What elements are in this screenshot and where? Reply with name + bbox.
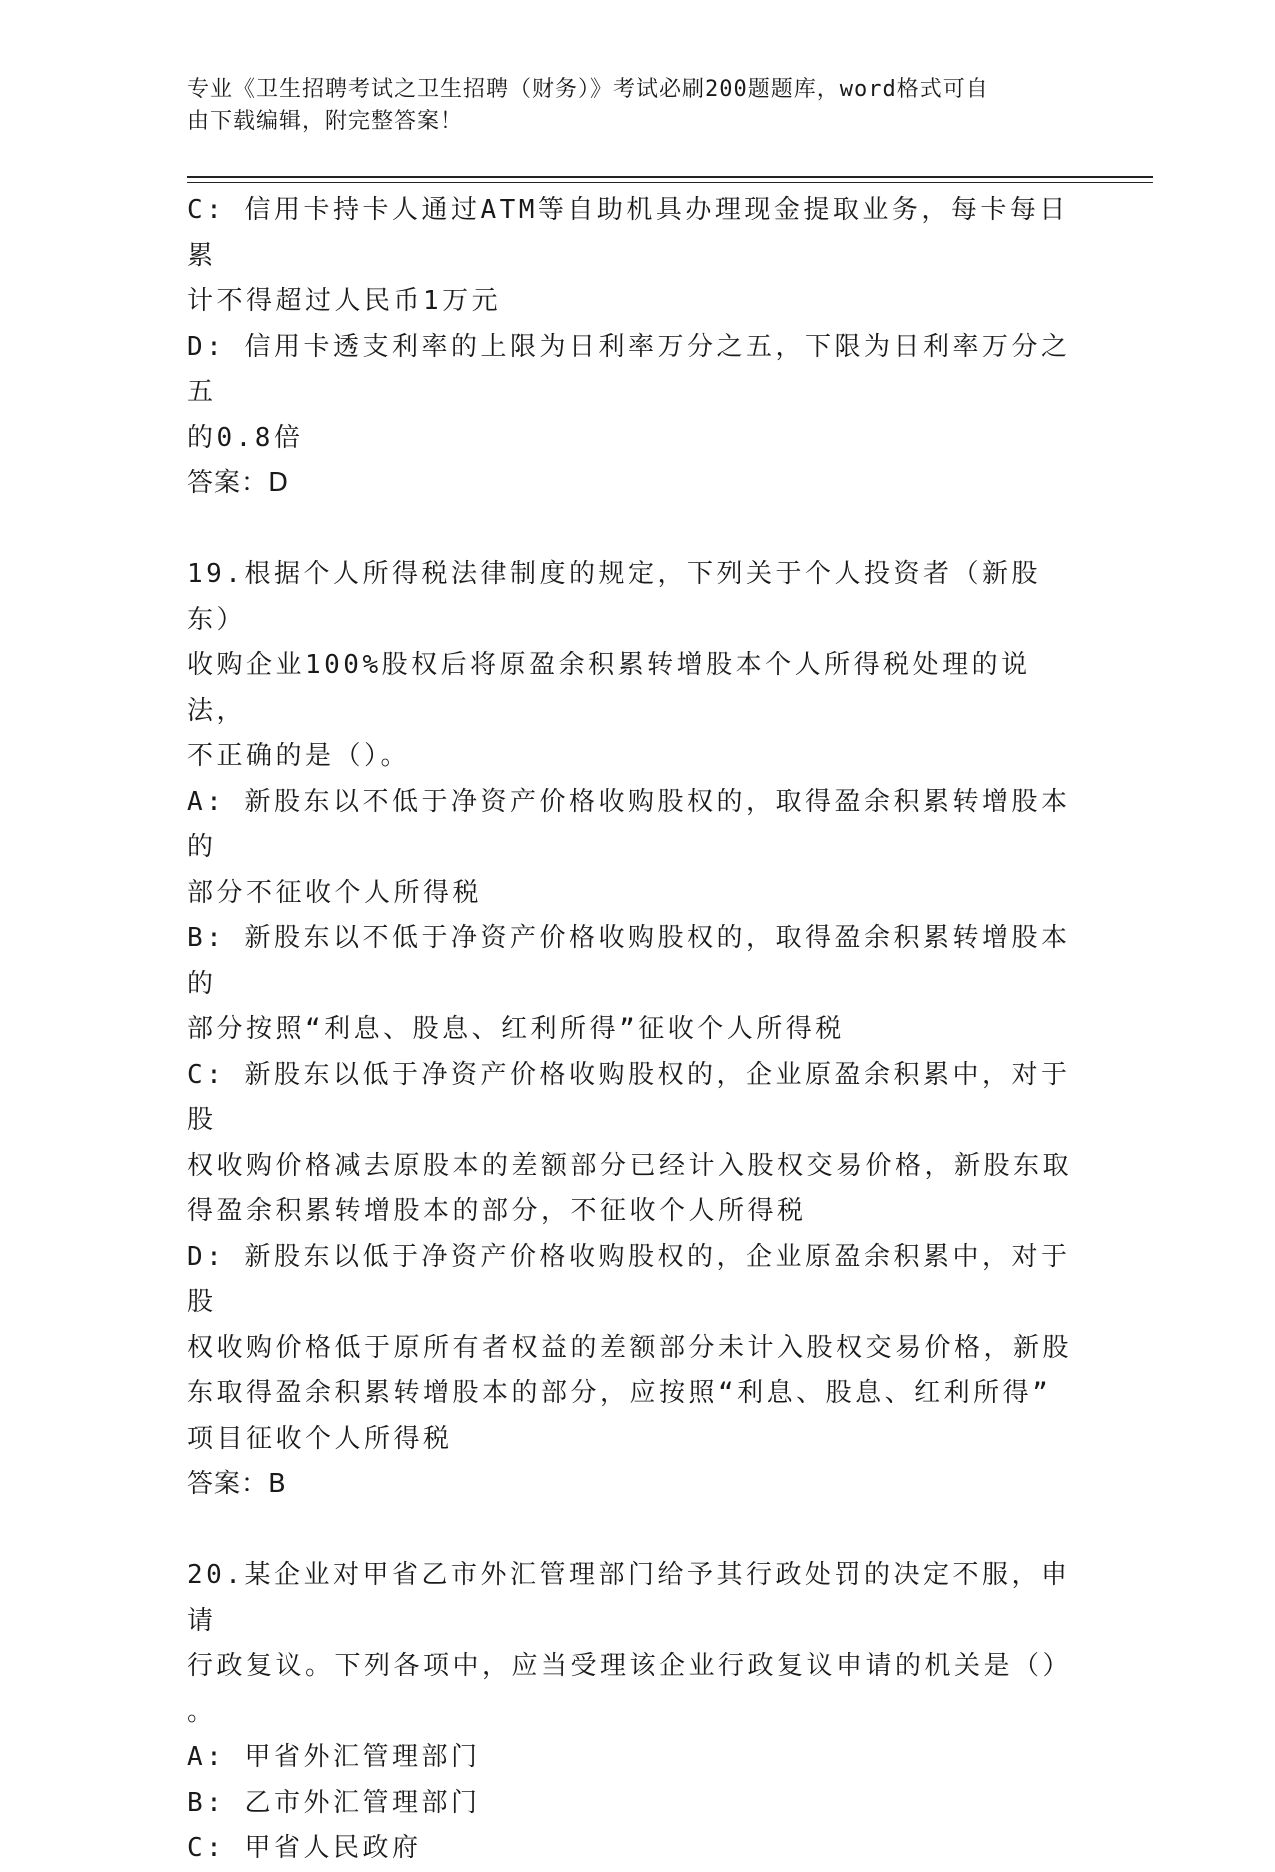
q19-option-b-line-1: B: 新股东以不低于净资产价格收购股权的，取得盈余积累转增股本的 [187,923,1071,999]
q19-option-d-line-4: 项目征收个人所得税 [187,1423,453,1454]
page-header [187,74,1067,138]
header-title-line-1: 专业《卫生招聘考试之卫生招聘（财务）》考试必刷200题题库，word格式可自 [187,77,989,102]
q19-stem-line-1: 19.根据个人所得税法律制度的规定，下列关于个人投资者（新股东） [187,559,1041,635]
q20-stem-line-3: 。 [187,1696,217,1727]
question-18-continued [187,188,1077,507]
q20-option-c: C: 甲省人民政府 [187,1833,422,1863]
question-20 [187,1553,1077,1872]
q20-stem-line-2: 行政复议。下列各项中，应当受理该企业行政复议申请的机关是（） [187,1651,1073,1681]
q18-option-d-line-1: D: 信用卡透支利率的上限为日利率万分之五，下限为日利率万分之五 [187,331,1071,407]
q18-answer: 答案：D [187,468,290,498]
q19-option-b-line-2: 部分按照“利息、股息、红利所得”征收个人所得税 [187,1014,845,1044]
q19-option-d-line-3: 东取得盈余积累转增股本的部分，应按照“利息、股息、红利所得” [187,1378,1052,1408]
spacer [187,1508,1077,1554]
q19-option-d-line-1: D: 新股东以低于净资产价格收购股权的，企业原盈余积累中，对于股 [187,1241,1071,1317]
header-divider-thick [187,176,1153,178]
q20-option-a: A: 甲省外汇管理部门 [187,1742,481,1772]
q19-stem-line-3: 不正确的是（）。 [187,741,411,771]
q19-option-a-line-2: 部分不征收个人所得税 [187,877,483,908]
q19-answer: 答案：B [187,1469,287,1499]
document-body [187,188,1077,1872]
q19-option-c-line-3: 得盈余积累转增股本的部分，不征收个人所得税 [187,1196,807,1226]
spacer [187,507,1077,553]
q18-option-d-line-2: 的0.8倍 [187,422,304,453]
q19-option-d-line-2: 权收购价格低于原所有者权益的差额部分未计入股权交易价格，新股 [187,1332,1073,1363]
header-divider-thin [187,182,1153,183]
q19-stem-line-2: 收购企业100%股权后将原盈余积累转增股本个人所得税处理的说法， [187,650,1031,726]
question-19 [187,552,1077,1508]
q19-option-c-line-1: C: 新股东以低于净资产价格收购股权的，企业原盈余积累中，对于股 [187,1059,1071,1135]
q20-stem-line-1: 20.某企业对甲省乙市外汇管理部门给予其行政处罚的决定不服，申请 [187,1560,1071,1636]
q18-option-c-line-2: 计不得超过人民币1万元 [187,286,502,316]
q19-option-c-line-2: 权收购价格减去原股本的差额部分已经计入股权交易价格，新股东取 [187,1150,1073,1181]
q19-option-a-line-1: A: 新股东以不低于净资产价格收购股权的，取得盈余积累转增股本的 [187,786,1071,862]
q18-option-c-line-1: C: 信用卡持卡人通过ATM等自助机具办理现金提取业务，每卡每日累 [187,195,1069,271]
q20-option-b: B: 乙市外汇管理部门 [187,1787,481,1818]
header-title-line-2: 由下载编辑，附完整答案！ [187,109,464,134]
